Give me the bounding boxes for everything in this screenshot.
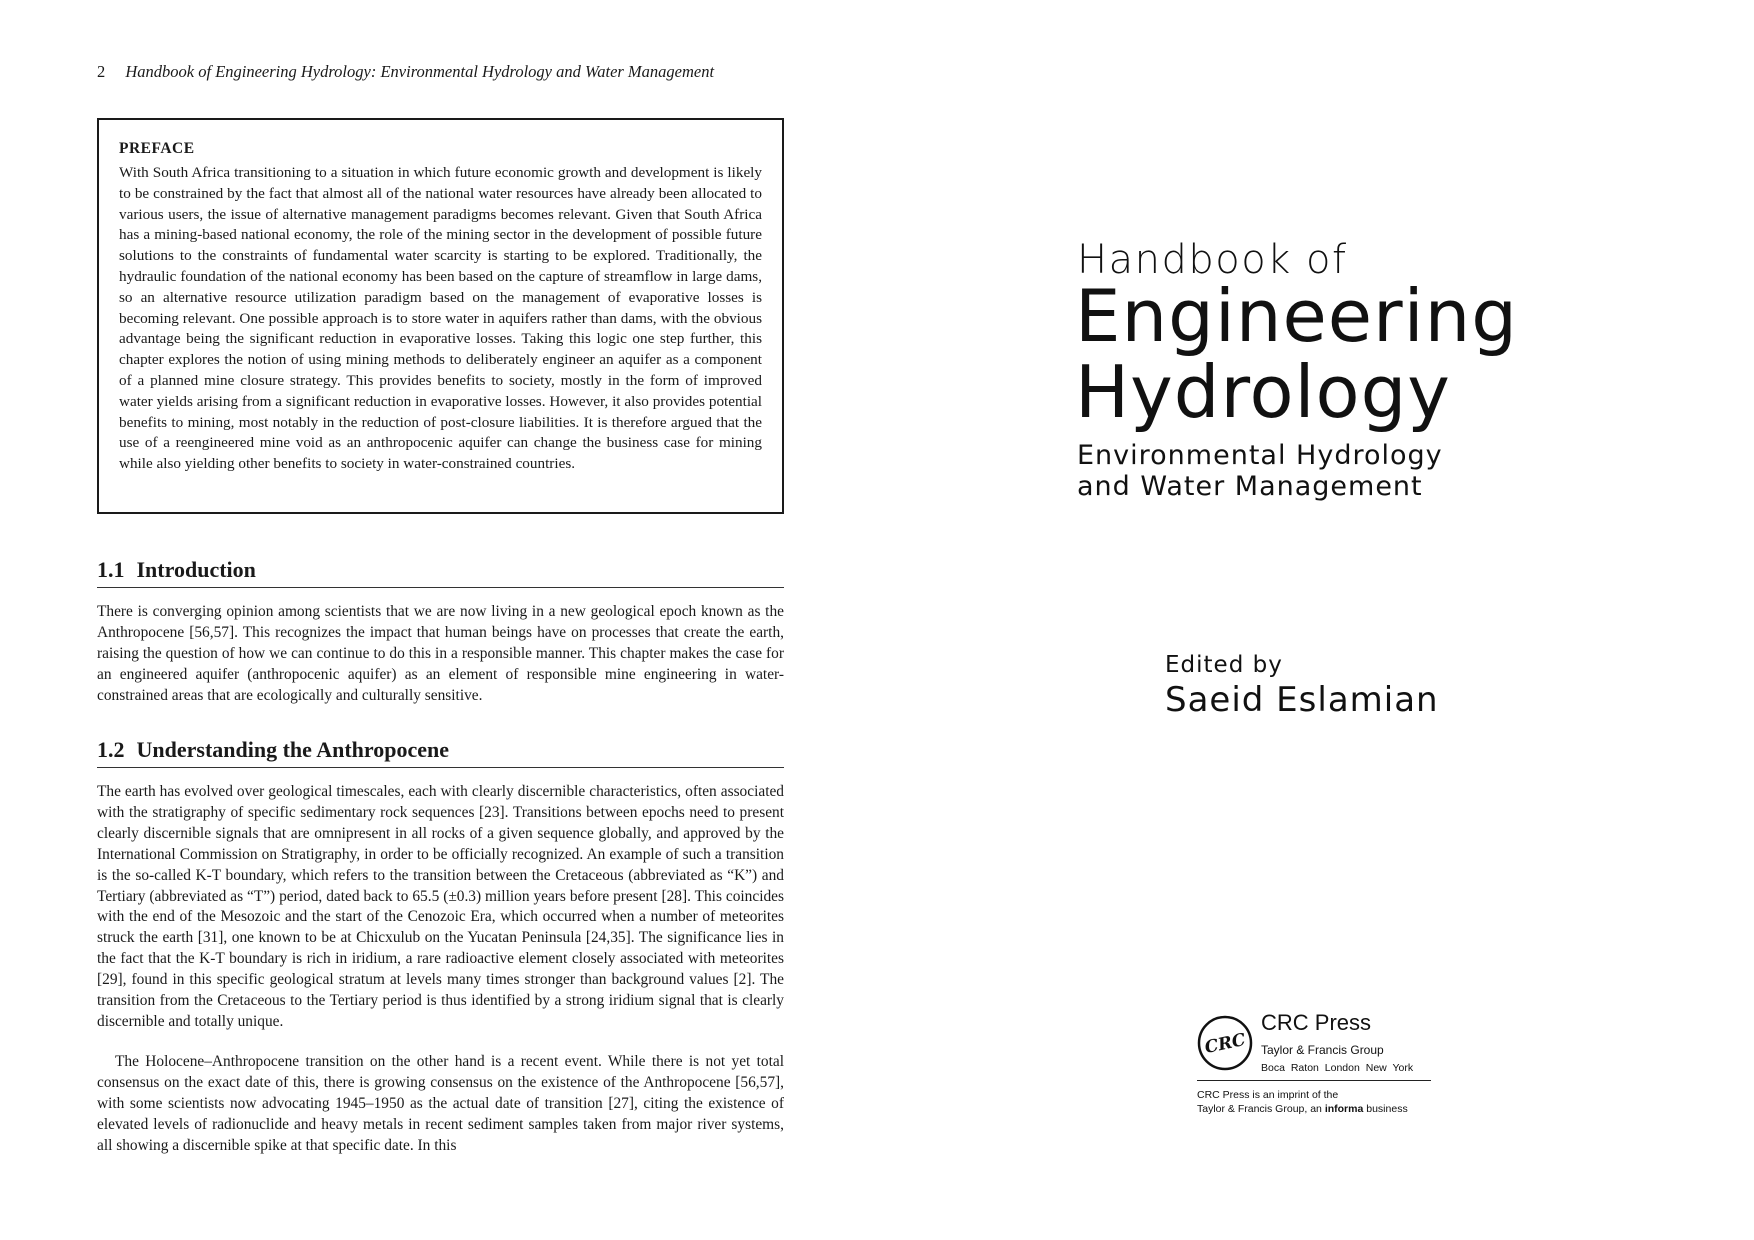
- publisher-block: [1197, 1010, 1437, 1120]
- running-head: [97, 62, 714, 82]
- running-head-title: Handbook of Engineering Hydrology: Environmental Hydrology and Water Management: [125, 62, 715, 81]
- preface-heading: PREFACE: [119, 140, 195, 157]
- publisher-name: CRC Press: [1261, 1010, 1372, 1035]
- imprint-line-1: CRC Press is an imprint of the: [1197, 1089, 1339, 1101]
- section-heading-introduction: [97, 557, 784, 588]
- imprint-prefix: Taylor & Francis Group, an: [1197, 1103, 1322, 1115]
- editor-name: Saeid Eslamian: [1165, 680, 1439, 720]
- imprint-suffix: business: [1366, 1103, 1408, 1115]
- right-page-title: [877, 0, 1754, 1240]
- edited-by-label: Edited by: [1165, 652, 1283, 678]
- section-title: Understanding the Anthropocene: [136, 737, 450, 762]
- crc-logo-icon: [1197, 1015, 1253, 1071]
- book-title-line-1: Handbook of: [1077, 237, 1348, 283]
- informa-brand: informa: [1324, 1103, 1364, 1115]
- section-heading-anthropocene: [97, 737, 784, 768]
- anthropocene-paragraph-1: The earth has evolved over geological timescales, each with clearly discernible characteristics, often associated with the stratigraphy of specific sedimentary rock sequences [23]. Transitions between epochs need to present clearly discernible signals that are omnipresent in all rocks of a given sequence globally, and approved by the International Commission on Stratigraphy, in order to be officially recognized. An example of such a transition is the so-called K-T boundary, which refers to the transition between the Cretaceous (abbreviated as “K”) and Tertiary (abbreviated as “T”) period, dated back to 65.5 (±0.3) million years before present [28]. This coincides with the end of the Mesozoic and the start of the Cenozoic Era, which occurred when a number of meteorites struck the earth [31], one known to be at Chicxulub on the Yucatan Peninsula [24,35]. The significance lies in the fact that the K-T boundary is rich in iridium, a rare radioactive element closely associated with meteorites [29], found in this specific geological stratum at levels many times stronger than background values [2]. The transition from the Cretaceous to the Tertiary period is thus identified by a strong iridium signal that is clearly discernible and totally unique.: [97, 783, 784, 1030]
- section-title: Introduction: [136, 557, 256, 582]
- imprint-line-2: [1197, 1103, 1408, 1115]
- section-number: 1.2: [97, 737, 125, 762]
- publisher-group: Taylor & Francis Group: [1261, 1043, 1384, 1057]
- book-subtitle: [1077, 440, 1443, 502]
- section-number: 1.1: [97, 557, 125, 582]
- subtitle-line-2: and Water Management: [1077, 471, 1423, 502]
- publisher-divider: [1197, 1080, 1431, 1081]
- introduction-paragraph: There is converging opinion among scientists that we are now living in a new geological epoch known as the Anthropocene [56,57]. This recognizes the impact that human beings have on processes that create the earth, raising the question of how we can continue to do this in a responsible manner. This chapter makes the case for an engineered aquifer (anthropocenic aquifer) as an element of responsible mine engineering in water-constrained areas that are ecologically and culturally sensitive.: [97, 603, 784, 704]
- crc-logo-text: CRC: [1202, 1029, 1248, 1059]
- preface-box: [97, 118, 784, 514]
- subtitle-line-1: Environmental Hydrology: [1077, 440, 1443, 471]
- preface-text: With South Africa transitioning to a situation in which future economic growth and development is likely to be constrained by the fact that almost all of the national water resources have already been allocated to various users, the issue of alternative management paradigms becomes relevant. Given that South Africa has a mining-based national economy, the role of the mining sector in the development of possible future solutions to the constraints of fundamental water scarcity is starting to be explored. Traditionally, the hydraulic foundation of the national economy has been based on the capture of streamflow in large dams, so an alternative resource utilization paradigm based on the management of evaporative losses is becoming relevant. One possible approach is to store water in aquifers rather than dams, with the obvious advantage being the significant reduction in evaporative losses. Taking this logic one step further, this chapter explores the notion of using mining methods to deliberately engineer an aquifer as a component of a planned mine closure strategy. This provides benefits to society, mostly in the form of improved water yields arising from a significant reduction in evaporative losses. However, it also provides potential benefits to mining, most notably in the reduction of post-closure liabilities. It is therefore argued that the use of a reengineered mine void as an anthropocenic aquifer can change the business case for mining while also yielding other benefits to society in water-constrained countries.: [119, 164, 762, 473]
- publisher-cities: Boca Raton London New York: [1261, 1062, 1414, 1074]
- page-number: 2: [97, 62, 106, 81]
- book-title-line-3: Hydrology: [1075, 350, 1451, 434]
- anthropocene-paragraph-2: The Holocene–Anthropocene transition on the other hand is a recent event. While there is not yet total consensus on the exact date of this, there is growing consensus on the existence of the Anthropocene [56,57], with some scientists now advocating 1945–1950 as the actual date of transition [27], citing the existence of elevated levels of radionuclide and heavy metals in recent sediment samples taken from major river systems, all showing a discernible spike at that specific date. In this: [97, 1053, 784, 1154]
- book-title-line-2: Engineering: [1075, 274, 1518, 358]
